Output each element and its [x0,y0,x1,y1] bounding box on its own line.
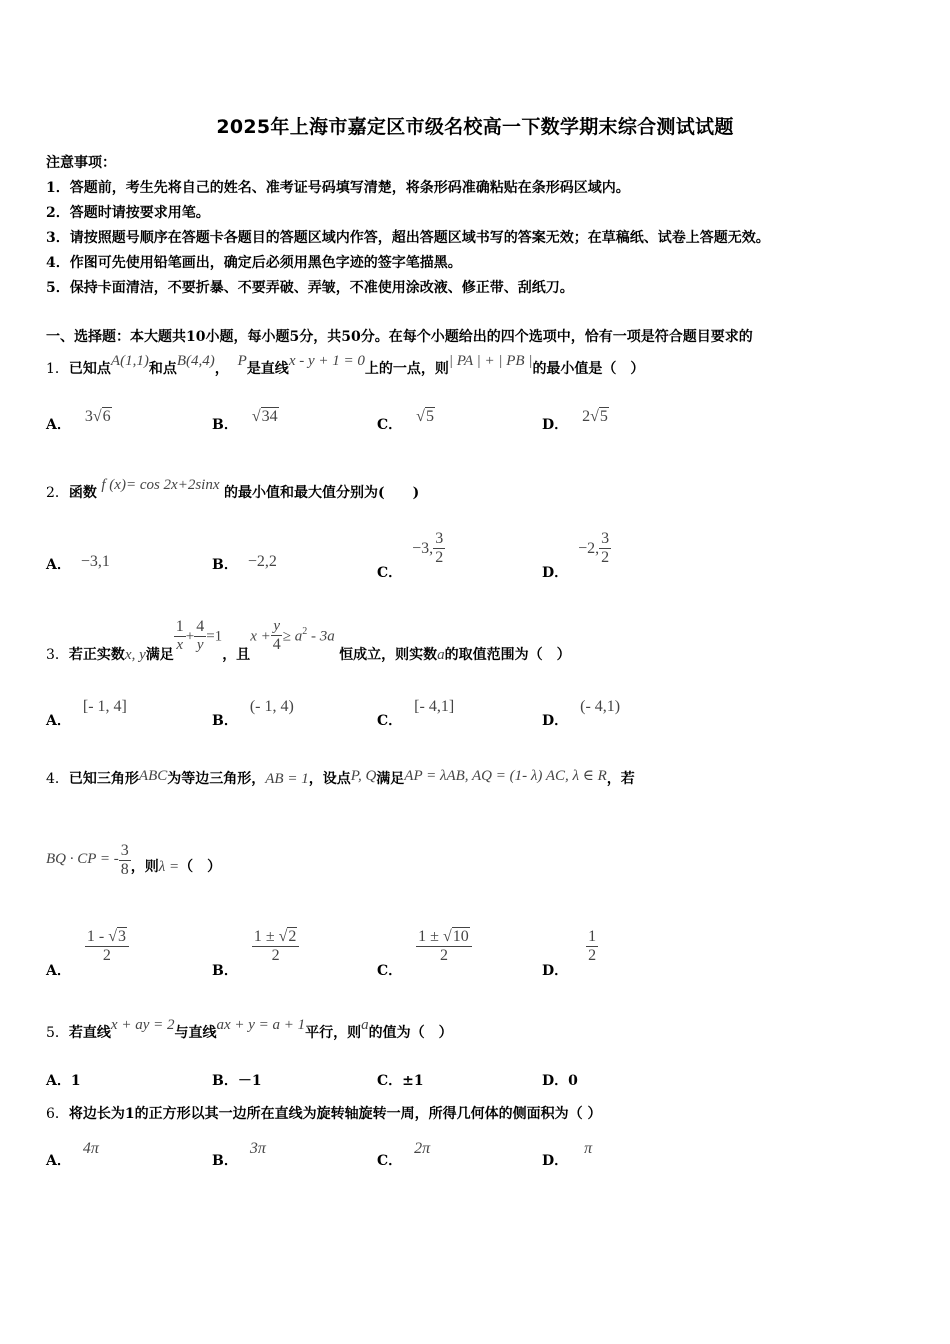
option-b[interactable] [212,1140,266,1170]
option-value: [- 1, 4] [82,698,127,715]
math-expr: - 3a [307,628,335,645]
option-c[interactable] [377,530,444,581]
fraction-numerator: 1 ± [418,928,443,945]
question-3 [46,618,571,664]
option-b[interactable]: B． $\frac{1 \pm √2}{2}$ [212,928,285,966]
math-expr: AB = 1 [265,771,309,787]
option-b[interactable]: B．－1 [212,1073,262,1089]
question-4 [46,768,635,788]
option-label: D． [542,962,569,979]
fraction-numerator: 1 - [86,928,109,945]
fraction-denominator: 2 [435,549,444,567]
fraction-denominator: 4 [272,636,281,654]
option-c[interactable]: C． $\frac{1 \pm √10}{2}$ [377,928,458,966]
question-text: 将边长为1的正方形以其一边所在直线为旋转轴旋转一周，所得几何体的侧面积为（ ） [68,1106,602,1122]
math-expr: + [185,628,195,645]
fraction-numerator: 1 [586,928,598,947]
question-text: 和点 [148,361,177,377]
fraction-numerator: 2 [288,928,297,945]
question-text: 的值为（ ） [368,1025,453,1041]
question-text: （ ） [179,858,222,875]
math-expr: AP = λAB, AQ = (1- λ) AC, λ ∈ R [404,768,607,784]
question-text: 函数 [68,485,97,501]
option-value: −3,1 [80,553,110,570]
notice-item: 1．答题前，考生先将自己的姓名、准考证号码填写清楚，将条形码准确粘贴在条形码区域内。 [46,180,630,196]
fraction-denominator: 2 [439,947,448,965]
option-label: A． [46,417,71,433]
question-text: 为等边三角形， [167,771,266,787]
math-expr: f (x)= cos 2x+2sinx [101,477,220,493]
notice-heading: 注意事项： [46,155,116,171]
option-value: 2π [414,1140,431,1157]
option-label: B． [212,1153,238,1169]
option-value: (- 1, 4) [249,698,294,715]
option-label: A． [46,713,71,729]
question-5 [46,1017,453,1042]
question-text: 上的一点，则 [364,361,449,377]
option-label: B． [212,713,238,729]
fraction-denominator: x [176,637,184,654]
option-value: 3 [84,408,93,425]
notice-item: 4．作图可先使用铅笔画出，确定后必须用黑色字迹的签字笔描黑。 [46,255,462,271]
question-text: ， [214,361,229,377]
question-text: 已知点 [68,361,111,377]
option-a[interactable]: A．1 [46,1073,81,1089]
option-label: D． [542,1153,569,1169]
question-number: 3． [46,647,69,664]
option-value: (- 4,1) [580,698,621,715]
option-value: 6 [102,408,111,425]
question-text: ，设点 [308,771,351,787]
math-expr: x - y + 1 = 0 [288,353,365,369]
fraction-numerator: y [271,618,282,636]
math-expr: ≥ a [282,628,303,645]
math-expr: P [237,353,247,369]
math-expr: a [437,647,445,664]
fraction-numerator: 3 [117,928,126,945]
option-label: D． [542,713,569,729]
question-text: 满足 [145,647,174,664]
option-value: 5 [599,408,608,425]
question-text: 若直线 [68,1025,111,1041]
fraction-numerator: 10 [452,928,469,945]
option-label: C． [377,713,403,729]
fraction-numerator: 1 [174,618,186,637]
fraction-denominator: y [196,637,204,654]
section-heading: 一、选择题：本大题共10小题，每小题5分，共50分。在每个小题给出的四个选项中，恰有一项是符合题目要求的 [46,329,753,345]
option-b[interactable] [212,553,277,574]
question-text: 已知三角形 [68,771,139,787]
question-text: 是直线 [246,361,289,377]
fraction-denominator: 2 [102,947,111,965]
option-label: C． [377,417,403,433]
option-d[interactable]: D．0 [542,1073,578,1089]
option-a[interactable]: A． $\frac{1 - √3}{2}$ [46,928,115,966]
notice-item: 2．答题时请按要求用笔。 [46,205,210,221]
math-expr: ax + y = a + 1 [216,1017,306,1033]
math-expr: B(4,4) [176,353,215,369]
math-expr: λ = [158,858,180,875]
fraction-denominator: 2 [271,947,280,965]
option-value: −3, [412,539,434,557]
option-d[interactable] [542,530,610,581]
fraction-numerator: 4 [194,618,206,637]
option-value: 2 [582,408,591,425]
option-a[interactable]: A． 3√6 [46,408,111,433]
fraction-numerator: 3 [119,842,131,861]
question-1 [46,353,645,378]
fraction-numerator: 3 [599,530,611,549]
fraction-numerator: 3 [433,530,445,549]
question-text: ，则 [130,858,159,875]
option-label: C． [377,962,403,979]
question-number: 1． [46,361,69,377]
question-number: 5． [46,1025,69,1041]
option-value: −2,2 [247,553,277,570]
option-d[interactable] [542,928,597,979]
option-c[interactable] [377,1140,431,1170]
question-text: ，且 [222,647,251,664]
math-expr: | PA | + | PB | [448,353,533,369]
option-b[interactable]: B． √34 [212,408,278,433]
option-c[interactable]: C． √5 [377,408,434,433]
option-c[interactable] [377,698,455,730]
question-text: 若正实数 [68,647,125,664]
question-number: 4． [46,771,69,787]
question-text: 的取值范围为（ ） [444,647,571,664]
math-expr: x + ay = 2 [110,1017,175,1033]
notice-item: 5．保持卡面清洁，不要折暴、不要弄破、弄皱，不准使用涂改液、修正带、刮纸刀。 [46,280,574,296]
option-label: D． [542,564,569,581]
fraction-denominator: 8 [120,861,129,879]
math-expr: A(1,1) [110,353,149,369]
question-text: 恒成立，则实数 [339,647,438,664]
option-d[interactable] [542,698,621,730]
option-value: 34 [261,408,278,425]
option-d[interactable] [542,1140,593,1170]
option-label: B． [212,417,238,433]
question-text: 的最小值和最大值分别为( ) [223,485,420,501]
question-text: 的最小值是（ ） [532,361,645,377]
question-number: 6． [46,1106,69,1122]
option-label: B． [212,962,238,979]
page-title: 2025年上海市嘉定区市级名校高一下数学期末综合测试试题 [216,116,734,138]
option-label: D． [542,417,569,433]
option-label: A． [46,557,71,573]
option-a[interactable] [46,553,110,574]
question-4-cont [46,842,221,880]
option-value: −2, [578,539,600,557]
math-expr: BQ · CP = - [46,850,119,867]
question-text: 平行，则 [305,1025,362,1041]
option-value: [- 4,1] [414,698,455,715]
question-text: 与直线 [174,1025,217,1041]
option-label: B． [212,557,238,573]
option-d[interactable]: D． 2√5 [542,408,608,433]
question-text: 满足 [376,771,405,787]
notice-item: 3．请按照题号顺序在答题卡各题目的答题区域内作答，超出答题区域书写的答案无效；在草稿纸、试卷上答题无效。 [46,230,770,246]
option-label: C． [377,564,403,581]
math-expr: P, Q [350,768,377,784]
option-a[interactable] [46,1140,99,1170]
math-expr: x, y [124,647,146,664]
question-6 [46,1103,602,1123]
math-expr: =1 [206,628,223,645]
math-expr: a [361,1017,369,1033]
option-value: 5 [425,408,434,425]
math-expr: 2 [302,626,308,638]
option-label: A． [46,962,71,979]
option-b[interactable] [212,698,294,730]
question-text: ，若 [606,771,635,787]
option-a[interactable] [46,698,127,730]
fraction-denominator: 2 [588,947,597,965]
fraction-numerator: 1 ± [253,928,279,945]
option-label: C． [377,1153,403,1169]
option-c[interactable]: C．±1 [377,1073,424,1089]
question-number: 2． [46,485,69,501]
fraction-denominator: 2 [601,549,610,567]
math-expr: x + [250,628,271,645]
question-2 [46,477,420,502]
option-value: 3π [249,1140,266,1157]
option-value: π [584,1140,593,1157]
math-expr: ABC [138,768,168,784]
option-label: A． [46,1153,71,1169]
option-value: 4π [82,1140,99,1157]
